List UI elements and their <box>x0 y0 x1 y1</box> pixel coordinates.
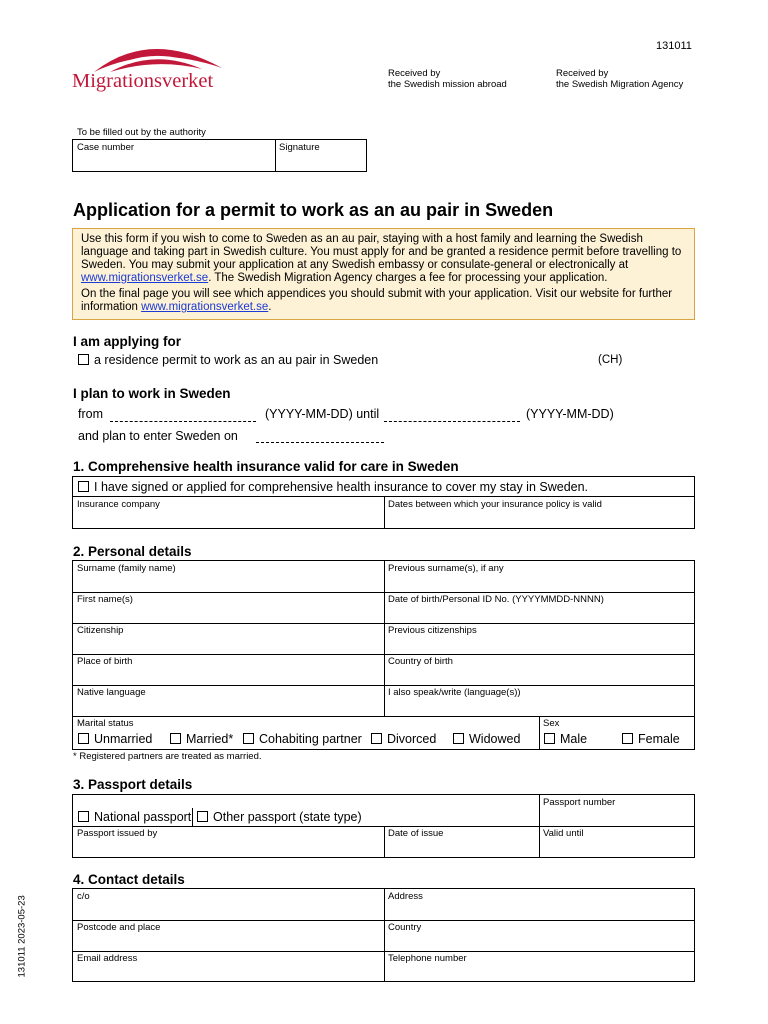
insurance-checkbox-label: I have signed or applied for comprehensive health insurance to cover my stay in Sweden. <box>94 480 589 494</box>
other-passport-option[interactable] <box>197 810 362 824</box>
page-title: Application for a permit to work as an au pair in Sweden <box>73 200 554 220</box>
checkbox-icon[interactable] <box>243 733 254 744</box>
marital-status-group <box>73 716 540 749</box>
section2-box <box>72 560 695 750</box>
prev-citizenships-label: Previous citizenships <box>388 625 477 636</box>
section2-heading: 2. Personal details <box>73 544 192 559</box>
sex-group <box>539 716 694 749</box>
marital-option-cohabiting[interactable] <box>243 732 362 746</box>
info-link-1[interactable]: www.migrationsverket.se <box>81 272 209 284</box>
insurance-checkbox[interactable] <box>78 481 89 492</box>
address-field[interactable] <box>384 889 694 921</box>
email-label: Email address <box>77 953 138 964</box>
place-birth-field[interactable] <box>73 654 385 686</box>
citizenship-field[interactable] <box>73 623 385 655</box>
form-number: 131011 <box>656 40 692 52</box>
info-p2-end: . <box>268 301 272 313</box>
signature-label: Signature <box>279 142 320 153</box>
received-mission-line1: Received by <box>388 68 441 79</box>
email-field[interactable] <box>73 951 385 981</box>
sex-option-label: Female <box>638 732 680 746</box>
date-issue-label: Date of issue <box>388 828 444 839</box>
insurance-company-label: Insurance company <box>77 499 160 510</box>
country-label: Country <box>388 922 422 933</box>
plan-format-until: (YYYY-MM-DD) until <box>265 407 380 421</box>
section4-box <box>72 888 695 982</box>
checkbox-icon[interactable] <box>544 733 555 744</box>
info-paragraph-1 <box>81 233 686 285</box>
insurance-checkbox-row <box>78 480 588 494</box>
info-p2-text: On the final page you will see which appendices you should submit with your application. Visit our website for further information <box>81 288 673 313</box>
citizenship-label: Citizenship <box>77 625 124 636</box>
section1-box <box>72 476 695 529</box>
also-speak-field[interactable] <box>384 685 694 717</box>
checkbox-icon[interactable] <box>78 811 89 822</box>
co-field[interactable] <box>73 889 385 921</box>
checkbox-icon[interactable] <box>170 733 181 744</box>
sex-option-female[interactable] <box>622 732 680 746</box>
marital-option-label: Unmarried <box>94 732 153 746</box>
plan-enter-field[interactable] <box>256 442 384 443</box>
issued-by-field[interactable] <box>73 826 385 857</box>
dob-field[interactable] <box>384 592 694 624</box>
received-agency-line1: Received by <box>556 68 609 79</box>
marital-option-widowed[interactable] <box>453 732 520 746</box>
date-issue-field[interactable] <box>384 826 540 857</box>
signature-field[interactable] <box>275 140 366 171</box>
applying-option-label: a residence permit to work as an au pair in Sweden <box>94 353 379 367</box>
insurance-dates-label: Dates between which your insurance policy is valid <box>388 499 602 510</box>
native-language-field[interactable] <box>73 685 385 717</box>
received-agency <box>556 68 683 90</box>
prev-citizenships-field[interactable] <box>384 623 694 655</box>
sex-option-male[interactable] <box>544 732 587 746</box>
insurance-dates-field[interactable] <box>384 496 694 529</box>
sex-option-label: Male <box>560 732 588 746</box>
plan-enter-label: and plan to enter Sweden on <box>78 429 238 443</box>
authority-caption: To be filled out by the authority <box>77 127 206 138</box>
also-speak-label: I also speak/write (language(s)) <box>388 687 521 698</box>
insurance-company-field[interactable] <box>73 496 385 529</box>
other-passport-label: Other passport (state type) <box>213 810 362 824</box>
country-field[interactable] <box>384 920 694 952</box>
plan-heading: I plan to work in Sweden <box>73 386 231 401</box>
section1-heading: 1. Comprehensive health insurance valid for care in Sweden <box>73 459 459 474</box>
logo <box>72 38 222 94</box>
logo-text: Migrationsverket <box>72 70 214 92</box>
sex-label: Sex <box>543 718 560 729</box>
marital-option-label: Widowed <box>469 732 521 746</box>
marital-option-label: Divorced <box>387 732 437 746</box>
plan-from-field[interactable] <box>110 421 256 422</box>
address-label: Address <box>388 891 423 902</box>
side-form-code: 131011 2023-05-23 <box>16 895 28 978</box>
prev-surname-label: Previous surname(s), if any <box>388 563 504 574</box>
applying-checkbox[interactable] <box>78 354 89 365</box>
passport-type-divider <box>192 808 193 826</box>
plan-until-field[interactable] <box>384 421 520 422</box>
logo-arc-icon <box>90 38 230 74</box>
passport-type-group <box>73 795 540 827</box>
surname-label: Surname (family name) <box>77 563 176 574</box>
section3-box <box>72 794 695 858</box>
marital-status-label: Marital status <box>77 718 134 729</box>
checkbox-icon[interactable] <box>197 811 208 822</box>
marital-option-label: Cohabiting partner <box>259 732 362 746</box>
first-name-field[interactable] <box>73 592 385 624</box>
checkbox-icon[interactable] <box>78 733 89 744</box>
checkbox-icon[interactable] <box>371 733 382 744</box>
applying-option <box>78 353 378 367</box>
national-passport-label: National passport <box>94 810 192 824</box>
co-label: c/o <box>77 891 90 902</box>
info-link-2[interactable]: www.migrationsverket.se <box>141 301 269 313</box>
section3-heading: 3. Passport details <box>73 777 193 792</box>
place-birth-label: Place of birth <box>77 656 133 667</box>
passport-number-label: Passport number <box>543 797 616 808</box>
country-birth-field[interactable] <box>384 654 694 686</box>
applying-heading: I am applying for <box>73 334 182 349</box>
applying-code: (CH) <box>598 354 623 366</box>
case-number-label: Case number <box>77 142 135 153</box>
country-birth-label: Country of birth <box>388 656 453 667</box>
national-passport-option[interactable] <box>78 810 191 824</box>
surname-field[interactable] <box>73 561 385 593</box>
marital-option-label: Married* <box>186 732 234 746</box>
received-mission-line2: the Swedish mission abroad <box>388 79 507 90</box>
issued-by-label: Passport issued by <box>77 828 158 839</box>
valid-until-field[interactable] <box>539 826 694 857</box>
info-p1-text: Use this form if you wish to come to Sweden as an au pair, staying with a host family and learning the Swedish language and taking part in Swedish culture. You must apply for and be granted a residence permit before travelling to Sweden. You may submit your application at any Swedish embassy or consulate-general or electronically at <box>81 233 682 271</box>
info-p1-end: . The Swedish Migration Agency charges a fee for processing your application. <box>208 272 608 284</box>
postcode-label: Postcode and place <box>77 922 161 933</box>
checkbox-icon[interactable] <box>453 733 464 744</box>
info-box <box>72 228 695 320</box>
marital-footnote: * Registered partners are treated as married. <box>73 751 262 762</box>
marital-option-unmarried[interactable] <box>78 732 152 746</box>
info-paragraph-2 <box>81 288 686 314</box>
section4-heading: 4. Contact details <box>73 872 185 887</box>
plan-format-end: (YYYY-MM-DD) <box>526 407 614 421</box>
dob-label: Date of birth/Personal ID No. (YYYYMMDD-NNNN) <box>388 594 604 605</box>
telephone-field[interactable] <box>384 951 694 981</box>
valid-until-label: Valid until <box>543 828 584 839</box>
postcode-field[interactable] <box>73 920 385 952</box>
authority-box <box>72 139 367 172</box>
marital-option-divorced[interactable] <box>371 732 436 746</box>
checkbox-icon[interactable] <box>622 733 633 744</box>
passport-number-field[interactable] <box>539 795 694 827</box>
first-name-label: First name(s) <box>77 594 133 605</box>
received-mission <box>388 68 507 90</box>
native-language-label: Native language <box>77 687 146 698</box>
plan-from-label: from <box>78 407 103 421</box>
received-agency-line2: the Swedish Migration Agency <box>556 79 684 90</box>
prev-surname-field[interactable] <box>384 561 694 593</box>
marital-option-married[interactable] <box>170 732 233 746</box>
telephone-label: Telephone number <box>388 953 467 964</box>
case-number-field[interactable] <box>73 140 276 171</box>
